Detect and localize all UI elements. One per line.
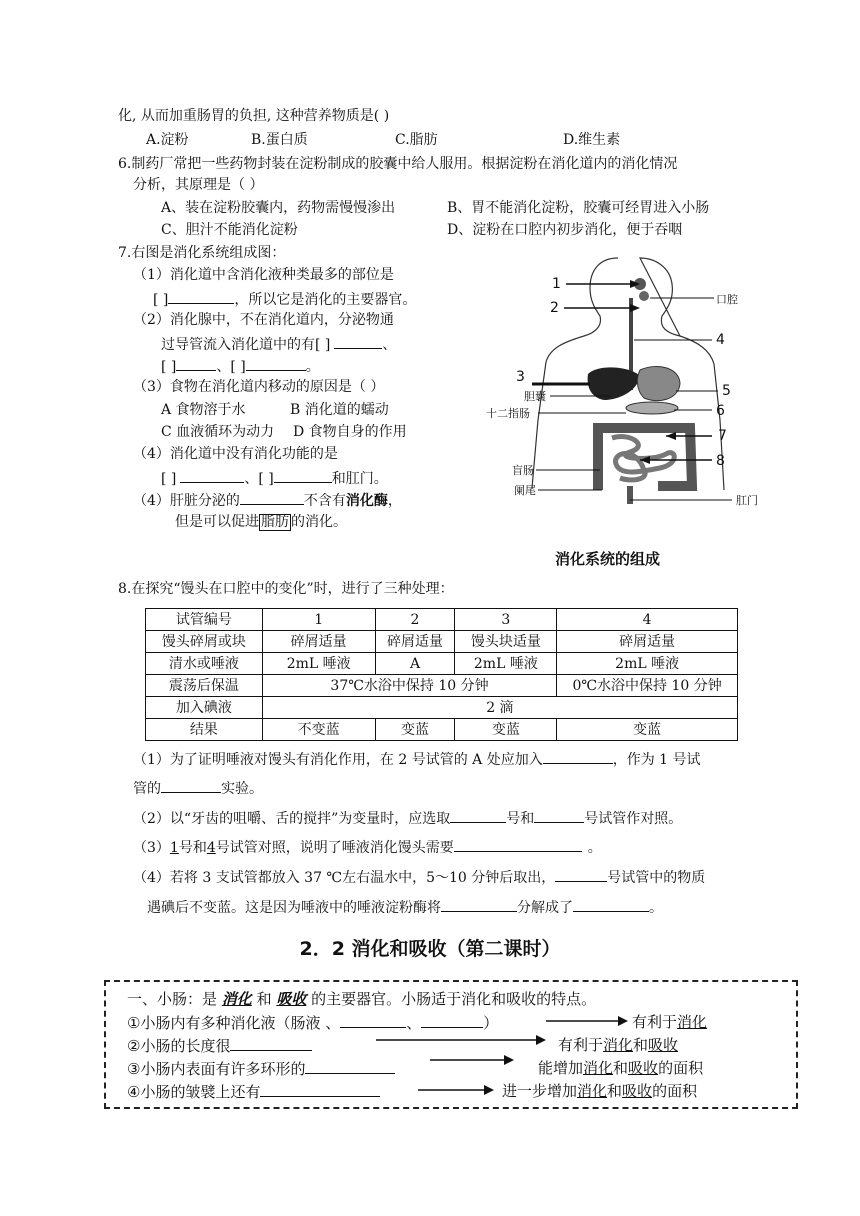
q6-option-c: C、胆汁不能消化淀粉 (161, 222, 298, 238)
frame-line-4-result: 能增加消化和吸收的面积 (538, 1059, 704, 1077)
q7-s3-b: B 消化道的蠕动 (290, 402, 389, 418)
q7-s3-d: D 食物自身的作用 (293, 424, 407, 440)
table-cell: 变蓝 (375, 719, 455, 741)
answer-blank[interactable] (240, 490, 304, 505)
frame-line-3: ②小肠的长度很 (127, 1034, 312, 1056)
answer-blank[interactable] (340, 1011, 406, 1028)
label-1: 1 (552, 276, 561, 292)
table-row (146, 675, 738, 697)
table-row (146, 609, 738, 631)
q8-p4b: 遇碘后不变蓝。这是因为唾液中的唾液淀粉酶将 分解成了 。 (147, 897, 663, 917)
pointer-arrow (666, 432, 676, 440)
table-cell: 2 滴 (262, 697, 737, 719)
table-row (146, 653, 738, 675)
label-anus: 肛门 (736, 494, 758, 507)
q7-s4b: [ ] 、[ ] 和肛门。 (161, 468, 388, 488)
q6-option-b: B、胃不能消化淀粉，胶囊可经胃进入小肠 (447, 200, 710, 216)
q5-option-d: D.维生素 (563, 132, 621, 148)
q6-line2: 分析，其原理是（ ） (133, 177, 264, 193)
q6-line1: 6.制药厂常把一些药物封装在淀粉制成的胶囊中给人服用。根据淀粉在消化道内的消化情况 (118, 156, 678, 172)
answer-blank[interactable] (230, 1034, 312, 1051)
table-cell: 结果 (146, 719, 263, 741)
table-row (146, 697, 738, 719)
answer-blank[interactable] (168, 289, 234, 304)
table-cell: 碎屑适量 (557, 631, 738, 653)
q5-option-c: C.脂肪 (395, 132, 438, 148)
table-cell: 3 (455, 609, 557, 631)
table-cell: 试管编号 (146, 609, 263, 631)
label-3: 3 (516, 369, 525, 385)
q7-s4a: （4）消化道中没有消化功能的是 (133, 446, 338, 462)
table-cell: 不变蓝 (262, 719, 375, 741)
q6-option-d: D、淀粉在口腔内初步消化，便于吞咽 (447, 222, 683, 238)
q7-s3-a: A 食物溶于水 (161, 402, 246, 418)
table-cell: 碎屑适量 (262, 631, 375, 653)
label-appendix: 阑尾 (514, 484, 536, 497)
table-cell: 37℃水浴中保持 10 分钟 (262, 675, 557, 697)
answer-blank[interactable] (305, 1057, 395, 1074)
label-gallbladder: 胆囊 (524, 390, 546, 403)
label-6: 6 (716, 403, 725, 419)
label-mouth: 口腔 (716, 293, 738, 306)
table-cell: 4 (557, 609, 738, 631)
table-cell: 变蓝 (557, 719, 738, 741)
section-title: 2．2 消化和吸收（第二课时） (299, 938, 561, 960)
answer-blank[interactable] (176, 356, 216, 371)
table-cell: 0℃水浴中保持 10 分钟 (557, 675, 738, 697)
digestive-system-diagram (480, 250, 780, 510)
answer-blank[interactable] (274, 468, 332, 483)
table-cell: 清水或唾液 (146, 653, 263, 675)
pancreas (626, 402, 678, 414)
answer-blank[interactable] (180, 468, 244, 483)
answer-blank[interactable] (334, 334, 382, 349)
frame-line-5-result: 进一步增加消化和吸收的面积 (502, 1082, 698, 1100)
answer-blank[interactable] (534, 808, 584, 823)
q8-p1b: 管的 实验。 (133, 778, 263, 798)
label-2: 2 (550, 300, 559, 316)
q5-line: 化, 从而加重肠胃的负担, 这种营养物质是( ) (118, 108, 390, 124)
frame-line-1: 一、小肠：是 消化 和 吸收 的主要器官。小肠适于消化和吸收的特点。 (127, 990, 597, 1008)
liver (588, 367, 640, 400)
answer-blank[interactable] (555, 867, 607, 882)
label-7: 7 (718, 428, 727, 444)
boxed-word: 脂肪 (261, 514, 289, 530)
q7-s5b: 但是可以促进 脂肪 的消化。 (175, 514, 347, 530)
answer-blank[interactable] (450, 808, 506, 823)
small-intestine (612, 437, 674, 480)
q7-title: 7.右图是消化系统组成图： (118, 245, 286, 261)
table-cell: 2 (375, 609, 455, 631)
q7-s3-c: C 血液循环为动力 (161, 424, 275, 440)
salivary-gland (639, 291, 649, 301)
frame-line-5: ④小肠的皱襞上还有 (127, 1080, 380, 1102)
q7-s2a: （2）消化腺中，不在消化道内，分泌物通 (133, 312, 394, 328)
q7-s1a: （1）消化道中含消化液种类最多的部位是 (133, 267, 394, 283)
q5-option-a: A.淀粉 (146, 132, 189, 148)
stomach (637, 366, 680, 400)
q5-option-b: B.蛋白质 (251, 132, 308, 148)
answer-blank[interactable] (543, 749, 613, 764)
frame-line-2-result: 有利于消化 (632, 1013, 708, 1031)
label-8: 8 (716, 453, 725, 469)
experiment-table (145, 608, 738, 741)
q7-s1b: [ ] ，所以它是消化的主要器官。 (153, 289, 416, 309)
answer-blank[interactable] (161, 778, 221, 793)
answer-blank[interactable] (454, 837, 582, 852)
table-cell: 2mL 唾液 (262, 653, 375, 675)
q8-p1a: （1）为了证明唾液对馒头有消化作用，在 2 号试管的 A 处应加入 ，作为 1 号试 (133, 749, 701, 769)
label-cecum: 盲肠 (512, 464, 534, 477)
diagram-caption: 消化系统的组成 (555, 550, 661, 568)
answer-blank[interactable] (573, 897, 649, 912)
table-cell: 加入碘液 (146, 697, 263, 719)
table-row (146, 719, 738, 741)
answer-blank[interactable] (421, 1011, 483, 1028)
table-cell: 变蓝 (455, 719, 557, 741)
table-cell: 馒头块适量 (455, 631, 557, 653)
table-cell: 1 (262, 609, 375, 631)
q7-s5: （4）肝脏分泌的 不含有消化酶， (133, 490, 402, 510)
q8-p4a: （4）若将 3 支试管都放入 37 ℃左右温水中，5～10 分钟后取出， 号试管中的物质 (133, 867, 705, 887)
frame-line-3-result: 有利于消化和吸收 (558, 1036, 679, 1054)
frame-line-4: ③小肠内表面有许多环形的 (127, 1057, 395, 1079)
label-4: 4 (716, 332, 725, 348)
label-5: 5 (722, 383, 731, 399)
answer-blank[interactable] (260, 1080, 380, 1097)
table-row (146, 631, 738, 653)
label-duodenum: 十二指肠 (486, 407, 530, 420)
q7-s3: （3）食物在消化道内移动的原因是（ ） (133, 379, 385, 395)
pointer-arrow (630, 304, 640, 312)
q7-s2c: [ ] 、[ ] 。 (161, 356, 320, 376)
frame-line-2: ①小肠内有多种消化液（肠液 、 、 ） (127, 1011, 498, 1033)
table-cell: A (375, 653, 455, 675)
table-cell: 碎屑适量 (375, 631, 455, 653)
q8-p2: （2）以“牙齿的咀嚼、舌的搅拌”为变量时，应选取 号和 号试管作对照。 (133, 808, 682, 828)
table-cell: 2mL 唾液 (455, 653, 557, 675)
q8-p3: （3）1号和4号试管对照，说明了唾液消化馒头需要 。 (133, 837, 602, 857)
answer-blank[interactable] (441, 897, 517, 912)
q6-option-a: A、装在淀粉胶囊内，药物需慢慢渗出 (161, 200, 396, 216)
q8-title: 8.在探究“馒头在口腔中的变化”时，进行了三种处理： (118, 581, 454, 597)
table-cell: 馒头碎屑或块 (146, 631, 263, 653)
q7-s2b: 过导管流入消化道中的有[ ] 、 (161, 334, 396, 354)
answer-blank[interactable] (246, 356, 306, 371)
table-cell: 震荡后保温 (146, 675, 263, 697)
table-cell: 2mL 唾液 (557, 653, 738, 675)
